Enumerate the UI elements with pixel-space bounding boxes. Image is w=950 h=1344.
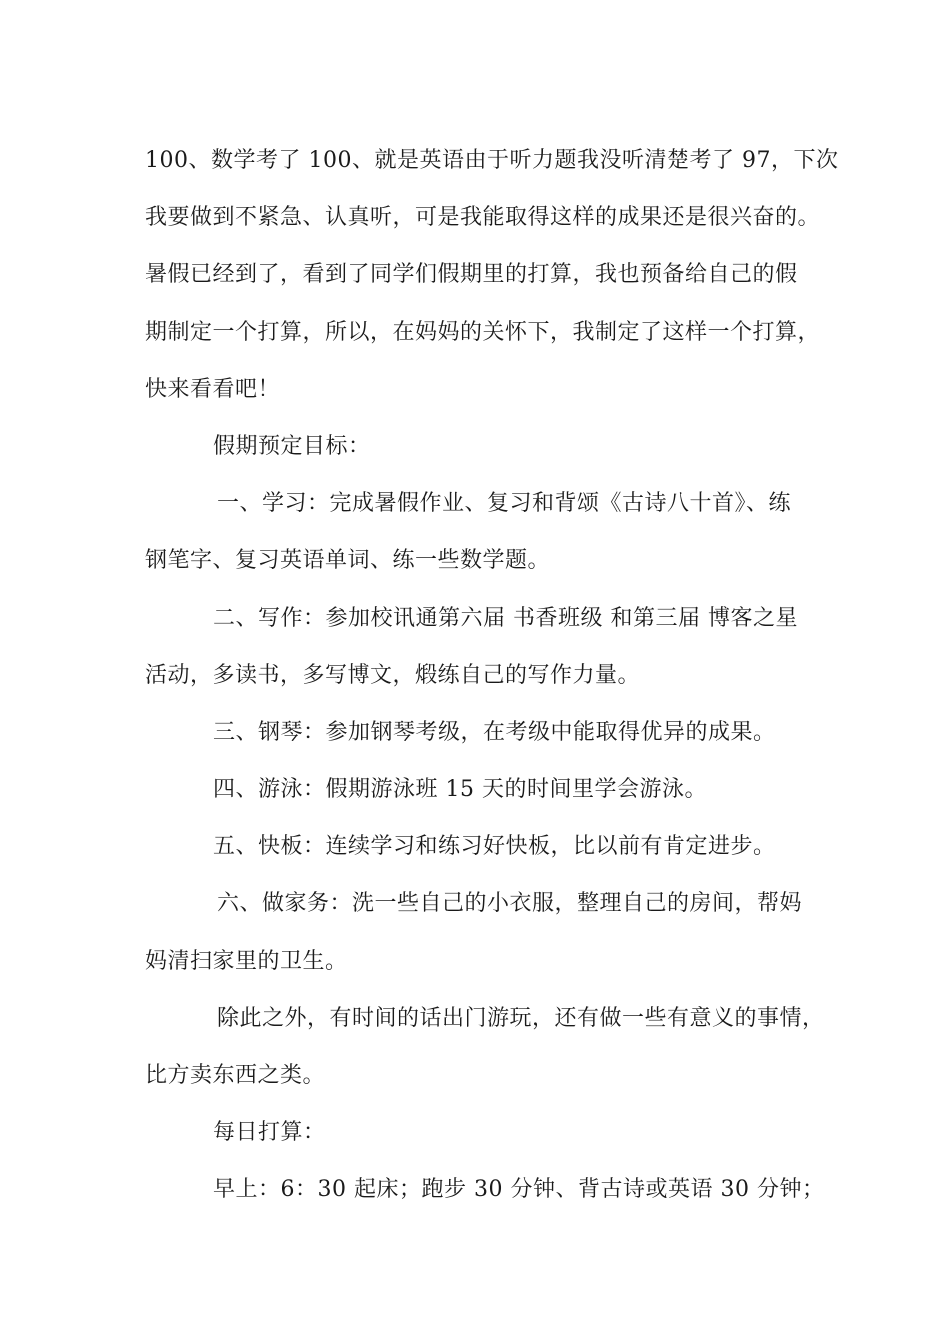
- goal-item-swimming: 四、游泳：假期游泳班 15 天的时间里学会游泳。: [213, 777, 707, 803]
- goal-item-piano: 三、钢琴：参加钢琴考级，在考级中能取得优异的成果。: [213, 719, 776, 745]
- goal-item-writing-cont: 活动，多读书，多写博文，煅练自己的写作力量。: [145, 662, 641, 688]
- section-heading-daily: 每日打算：: [213, 1120, 326, 1146]
- section-heading-goals: 假期预定目标：: [213, 433, 371, 459]
- paragraph-line: 快来看看吧！: [145, 376, 281, 402]
- paragraph-line: 100、数学考了 100、就是英语由于听力题我没听清楚考了 97，下次: [145, 148, 839, 173]
- paragraph-extra: 除此之外，有时间的话出门游玩，还有做一些有意义的事情，: [217, 1005, 825, 1031]
- goal-item-study: 一、学习：完成暑假作业、复习和背颂《古诗八十首》、练: [217, 491, 792, 517]
- daily-item-morning: 早上：6：30 起床；跑步 30 分钟、背古诗或英语 30 分钟；: [213, 1177, 825, 1203]
- goal-item-housework-cont: 妈清扫家里的卫生。: [145, 948, 348, 974]
- paragraph-line: 我要做到不紧急、认真听，可是我能取得这样的成果还是很兴奋的。: [145, 205, 821, 231]
- goal-item-study-cont: 钢笔字、复习英语单词、练一些数学题。: [145, 548, 551, 574]
- paragraph-line: 期制定一个打算，所以，在妈妈的关怀下，我制定了这样一个打算，: [145, 319, 821, 345]
- goal-item-writing: 二、写作：参加校讯通第六届 书香班级 和第三届 博客之星: [213, 605, 798, 631]
- document-page: [145, 132, 839, 1219]
- paragraph-line: 暑假已经到了，看到了同学们假期里的打算，我也预备给自己的假: [145, 262, 798, 288]
- goal-item-kuaiban: 五、快板：连续学习和练习好快板，比以前有肯定进步。: [213, 834, 776, 860]
- goal-item-housework: 六、做家务：洗一些自己的小衣服，整理自己的房间，帮妈: [217, 891, 803, 917]
- paragraph-extra-cont: 比方卖东西之类。: [145, 1063, 326, 1088]
